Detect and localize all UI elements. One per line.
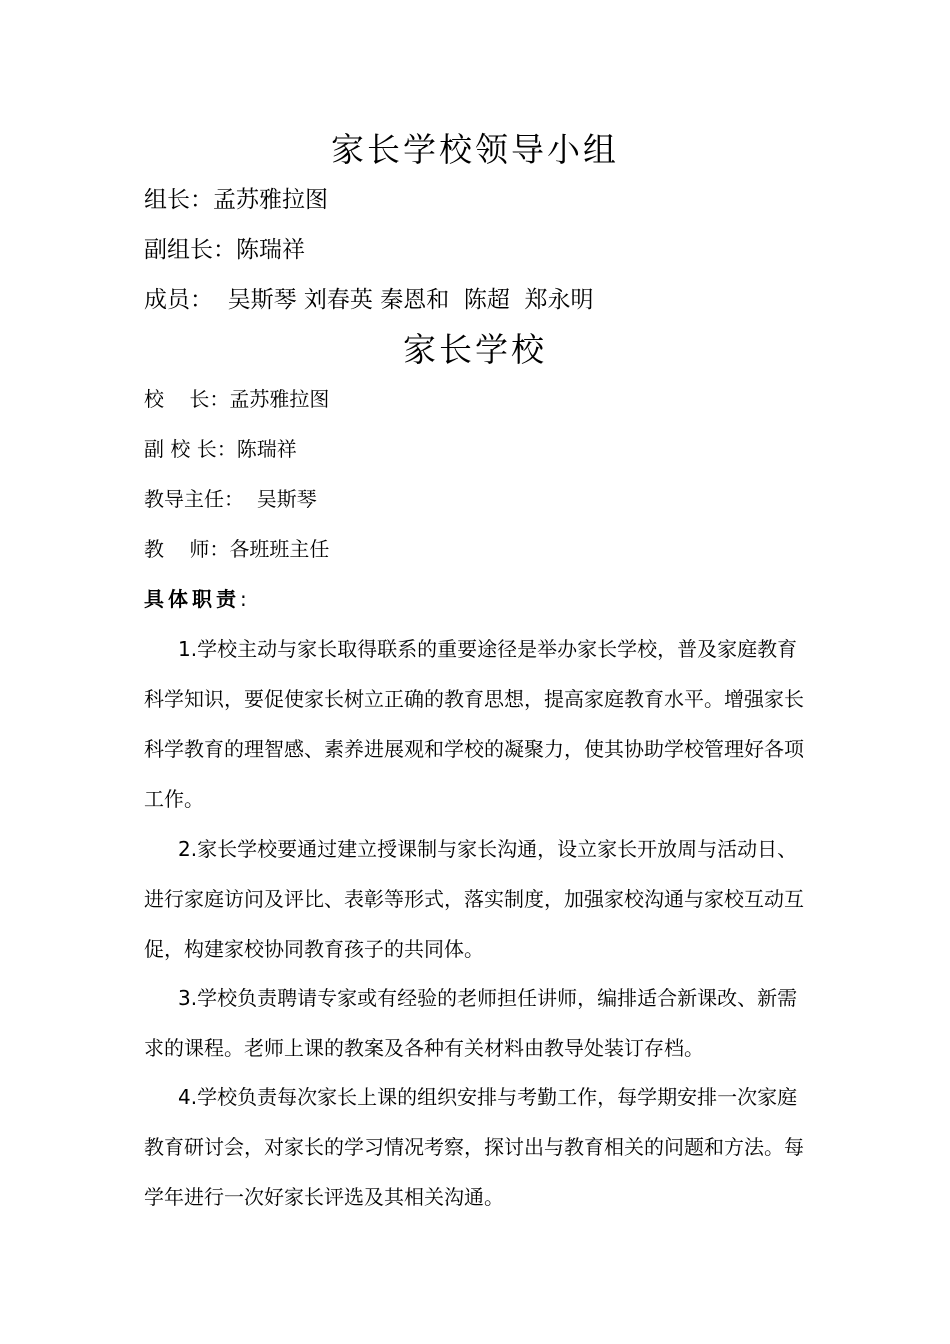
- principal-line: 校 长：孟苏雅拉图: [144, 387, 330, 411]
- duty-paragraph-4: 4.学校负责每次家长上课的组织安排与考勤工作，每学期安排一次家庭教育研讨会，对家长的学习情况考察，探讨出与教育相关的问题和方法。每学年进行一次好家长评选及其相关沟通。: [144, 1085, 804, 1209]
- leader-line: 组长：孟苏雅拉图: [144, 187, 328, 213]
- duty-paragraph-2: 2.家长学校要通过建立授课制与家长沟通，设立家长开放周与活动日、进行家庭访问及评比、表彰等形式，落实制度，加强家校沟通与家校互动互促，构建家校协同教育孩子的共同体。: [144, 837, 804, 961]
- deputy-leader-line: 副组长：陈瑞祥: [144, 237, 305, 263]
- leadership-title: 家长学校领导小组: [331, 130, 619, 169]
- members-line: 成员： 吴斯琴 刘春英 秦恩和 陈超 郑永明: [144, 287, 594, 313]
- duty-paragraph-1: 1.学校主动与家长取得联系的重要途径是举办家长学校，普及家庭教育科学知识，要促使家长树立正确的教育思想，提高家庭教育水平。增强家长科学教育的理智感、素养进展观和学校的凝聚力，使其协助学校管理好各项工作。: [144, 637, 804, 811]
- duties-heading: [144, 584, 247, 614]
- school-title: 家长学校: [403, 330, 547, 369]
- duty-paragraph-3: 3.学校负责聘请专家或有经验的老师担任讲师，编排适合新课改、新需求的课程。老师上课的教案及各种有关材料由教导处装订存档。: [144, 986, 798, 1060]
- director-line: 教导主任： 吴斯琴: [144, 487, 317, 511]
- teachers-line: 教 师：各班班主任: [144, 537, 330, 561]
- vice-principal-line: 副 校 长：陈瑞祥: [144, 437, 297, 461]
- duties-heading-text: 具体职责: [144, 587, 240, 611]
- duties-heading-colon: :: [240, 587, 247, 611]
